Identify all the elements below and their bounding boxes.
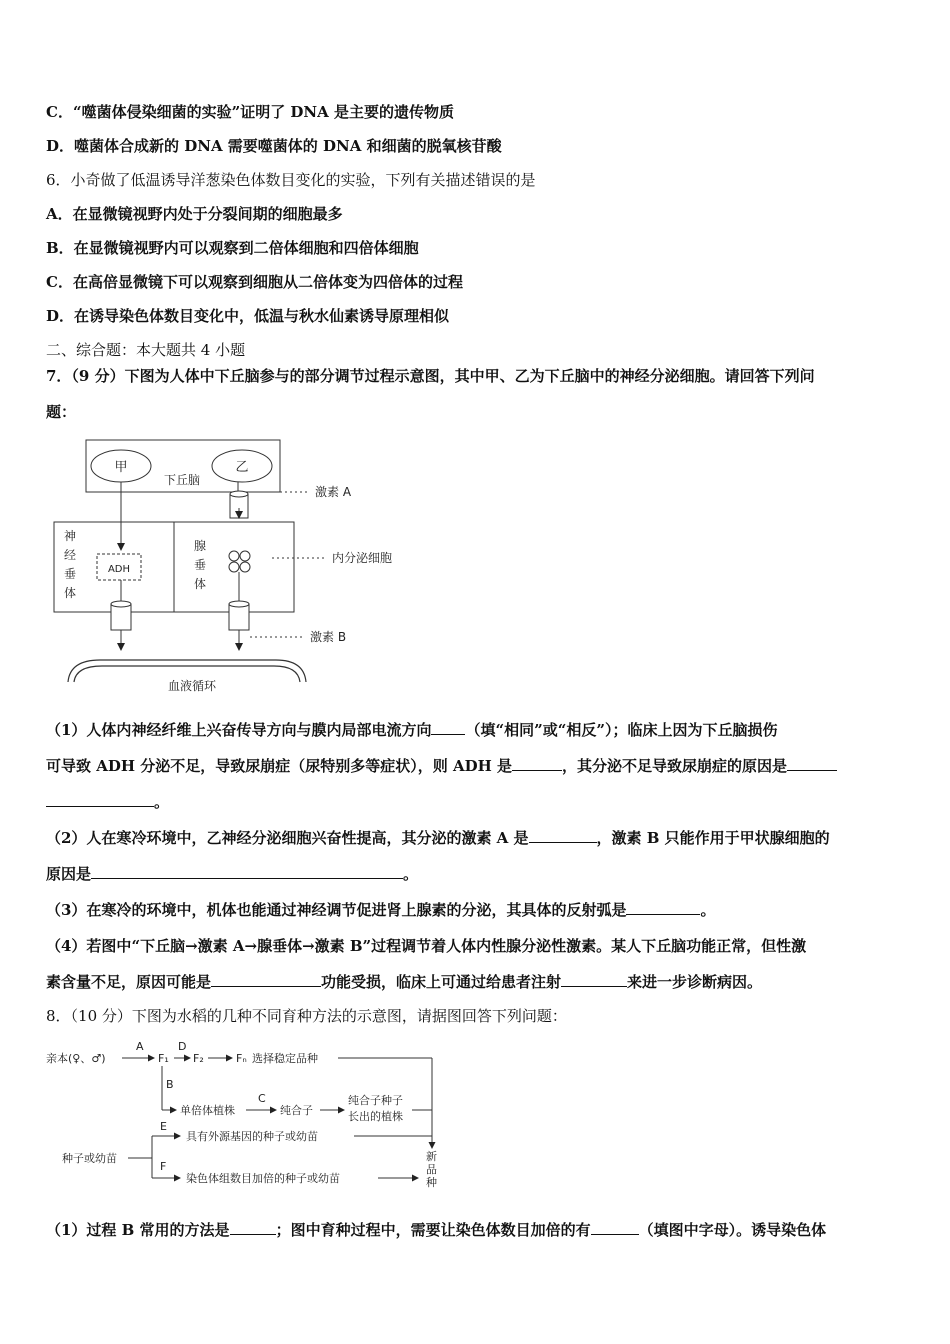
q5-option-c: C．“噬菌体侵染细菌的实验”证明了 DNA 是主要的遗传物质	[46, 103, 454, 121]
label-hormone-a: 激素 A	[315, 485, 352, 499]
label-F: F	[160, 1160, 167, 1173]
q7-s2-c: 原因是	[46, 865, 92, 883]
label-jia: 甲	[114, 460, 128, 475]
label-hormone-b: 激素 B	[310, 630, 347, 644]
svg-text:腺: 腺	[194, 539, 207, 553]
label-endocrine: 内分泌细胞	[332, 551, 393, 565]
answer-blank[interactable]	[211, 970, 321, 987]
label-A: A	[136, 1040, 144, 1053]
q7-s3-a: （3）在寒冷的环境中，机体也能通过神经调节促进肾上腺素的分泌，其具体的反射弧是	[46, 901, 627, 919]
q7-s2-a: （2）人在寒冷环境中，乙神经分泌细胞兴奋性提高，其分泌的激素 A 是	[46, 829, 529, 847]
q8-sub1	[46, 1212, 906, 1248]
q6-option-c: C．在高倍显微镜下可以观察到细胞从二倍体变为四倍体的过程	[46, 273, 463, 291]
answer-blank[interactable]	[512, 754, 562, 771]
q7-hypothalamus-diagram	[40, 432, 460, 702]
label-select: 选择稳定品种	[252, 1052, 318, 1065]
label-parents: 亲本(♀、♂)	[46, 1052, 106, 1065]
label-foreign: 具有外源基因的种子或幼苗	[186, 1130, 318, 1143]
q7-sub1	[46, 712, 906, 820]
vessel-a	[230, 482, 248, 518]
q7-s1-c: 可导致 ADH 分泌不足，导致尿崩症（尿特别多等症状），则 ADH 是	[46, 757, 513, 775]
answer-blank[interactable]	[561, 970, 627, 987]
q7-sub3	[46, 892, 906, 928]
label-homo-plant-2: 长出的植株	[348, 1110, 403, 1123]
endocrine-cells	[229, 551, 250, 572]
svg-text:垂: 垂	[64, 567, 77, 581]
label-E: E	[160, 1120, 167, 1133]
neuro-pituitary-label	[64, 528, 76, 600]
answer-blank[interactable]	[91, 862, 403, 879]
section-heading: 二、综合题：本大题共 4 小题	[46, 341, 246, 359]
label-F1: F₁	[158, 1052, 169, 1065]
q8-stem: 8．（10 分）下图为水稻的几种不同育种方法的示意图，请据图回答下列问题：	[46, 1007, 567, 1025]
q7-s1-e: 。	[154, 793, 170, 811]
q7-s1-b: （填“相同”或“相反”）；临床上因为下丘脑损伤	[465, 721, 778, 739]
svg-text:神: 神	[64, 529, 77, 543]
label-haploid: 单倍体植株	[180, 1104, 235, 1117]
label-newvar-2: 品	[426, 1163, 437, 1176]
q6-stem: 6．小奇做了低温诱导洋葱染色体数目变化的实验，下列有关描述错误的是	[46, 171, 536, 189]
answer-blank[interactable]	[626, 898, 700, 915]
q7-stem-cont: 题：	[46, 403, 77, 421]
svg-text:垂: 垂	[194, 558, 207, 572]
q6-option-a	[46, 204, 343, 224]
label-doubled: 染色体组数目加倍的种子或幼苗	[186, 1172, 340, 1185]
q7-s3-b: 。	[700, 901, 716, 919]
answer-blank[interactable]	[787, 754, 837, 771]
q6-option-d: D．在诱导染色体数目变化中，低温与秋水仙素诱导原理相似	[46, 307, 450, 325]
q8-s1-b: ；图中育种过程中，需要让染色体数目加倍的有	[275, 1221, 591, 1239]
label-newvar-3: 种	[426, 1176, 437, 1189]
label-homo-plant-1: 纯合子种子	[348, 1094, 403, 1107]
answer-blank[interactable]	[431, 718, 465, 735]
q8-s1-c: （填图中字母）。诱导染色体	[638, 1221, 827, 1239]
q7-s4-a: （4）若图中“下丘脑→激素 A→腺垂体→激素 B”过程调节着人体内性腺分泌性激素。某人下丘脑功能正常，但性激	[46, 937, 807, 955]
label-newvar-1: 新	[426, 1150, 437, 1163]
q7-sub2	[46, 820, 906, 892]
q7-s2-b: ，激素 B 只能作用于甲状腺细胞的	[596, 829, 830, 847]
answer-blank[interactable]	[529, 826, 597, 843]
q8-breeding-diagram	[40, 1036, 460, 1196]
q7-s4-d: 来进一步诊断病因。	[627, 973, 763, 991]
svg-text:体: 体	[64, 586, 77, 600]
answer-blank[interactable]	[591, 1218, 639, 1235]
vessel-b	[229, 572, 249, 650]
label-F2: F₂	[193, 1052, 204, 1065]
q5-option-d: D．噬菌体合成新的 DNA 需要噬菌体的 DNA 和细菌的脱氧核苷酸	[46, 137, 502, 155]
label-B: B	[166, 1078, 174, 1091]
label-homozygote: 纯合子	[280, 1104, 313, 1117]
vessel-neuro	[111, 580, 131, 650]
label-blood: 血液循环	[167, 679, 217, 693]
q6-option-a-text: A．在显微镜视野内处于分裂间期的细胞最多	[46, 205, 343, 223]
label-yi: 乙	[235, 460, 249, 475]
q7-s4-b: 素含量不足，原因可能是	[46, 973, 212, 991]
q6-option-b: B．在显微镜视野内可以观察到二倍体细胞和四倍体细胞	[46, 239, 419, 257]
label-Fn: Fₙ	[236, 1052, 247, 1065]
label-D: D	[178, 1040, 187, 1053]
answer-blank[interactable]	[230, 1218, 276, 1235]
svg-text:体: 体	[194, 577, 207, 591]
label-adh: ADH	[107, 564, 131, 575]
q7-stem: 7．（9 分）下图为人体中下丘脑参与的部分调节过程示意图，其中甲、乙为下丘脑中的神经分泌细胞。请回答下列问	[46, 367, 815, 385]
svg-text:经: 经	[64, 548, 77, 562]
q7-s2-d: 。	[403, 865, 419, 883]
q8-s1-a: （1）过程 B 常用的方法是	[46, 1221, 230, 1239]
q7-sub4	[46, 928, 906, 1000]
label-C: C	[258, 1092, 266, 1105]
q7-s4-c: 功能受损，临床上可通过给患者注射	[321, 973, 562, 991]
answer-blank[interactable]	[46, 790, 154, 807]
label-hypothalamus: 下丘脑	[163, 473, 201, 487]
label-seed: 种子或幼苗	[62, 1152, 117, 1165]
q7-s1-d: ，其分泌不足导致尿崩症的原因是	[562, 757, 788, 775]
gland-pituitary-label	[194, 539, 206, 591]
q7-s1-a: （1）人体内神经纤维上兴奋传导方向与膜内局部电流方向	[46, 721, 432, 739]
